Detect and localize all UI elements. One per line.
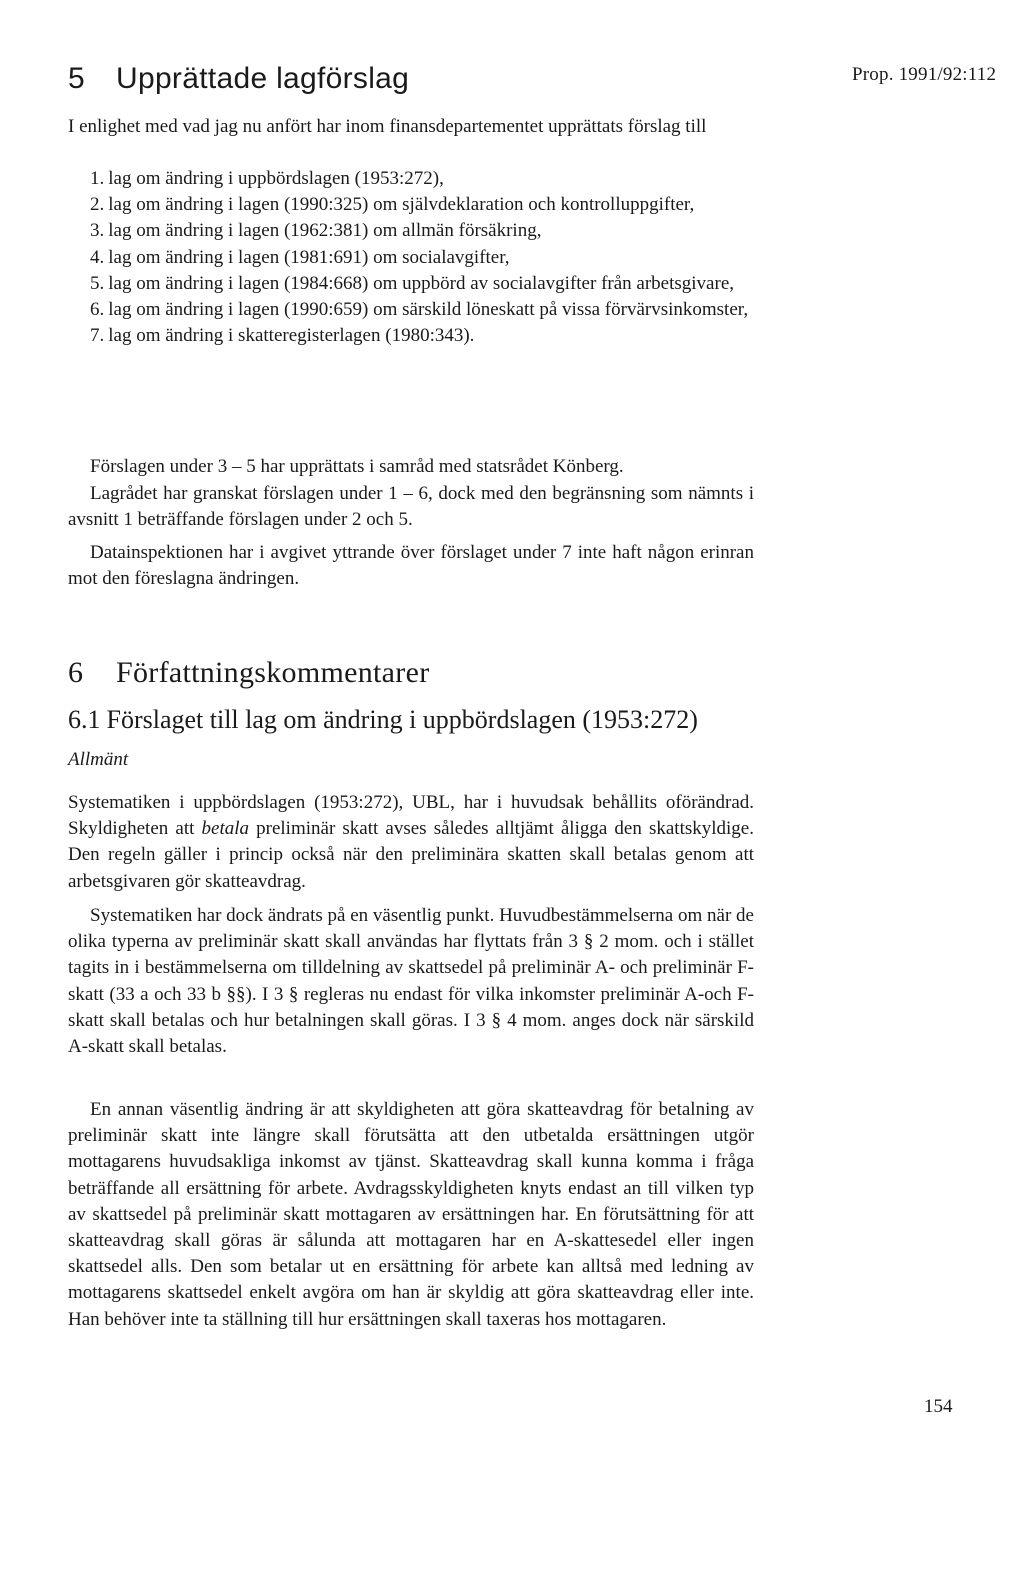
list-item: 3. lag om ändring i lagen (1962:381) om allmän försäkring, — [90, 220, 542, 242]
section-5-heading — [68, 62, 409, 96]
list-item: 5. lag om ändring i lagen (1984:668) om uppbörd av socialavgifter från arbetsgivare, — [90, 272, 734, 294]
list-item: 7. lag om ändring i skatteregisterlagen (1980:343). — [90, 325, 475, 347]
paragraph-skatteavdrag: En annan väsentlig ändring är att skyldigheten att göra skatteavdrag för betalning av preliminär skatt inte längre skall förutsätta att den utbetalda ersättningen utgör mottagarens huvudsakliga inkomst av tjänst. Skatteavdrag skall kunna komma i fråga beträffande all ersättning för arbete. Avdragsskyldigheten knyts endast an till vilken typ av skattsedel på preliminär skatt mottagaren av ersättningen har. En förutsättning för att skatteavdrag skall göras är sålunda att mottagaren har en A-skattesedel eller ingen skattsedel alls. Den som betalar ut en ersättning för arbete kan alltså med ledning av mottagarens skattsedel enkelt avgöra om han är skyldig att göra skatteavdrag eller inte. Han behöver inte ta ställning till hur ersättningen skall taxeras hos mottagaren. — [68, 1099, 754, 1330]
subsection-title: Förslaget till lag om ändring i uppbördslagen (1953:272) — [106, 705, 698, 734]
list-item: 2. lag om ändring i lagen (1990:325) om självdeklaration och kontrolluppgifter, — [90, 194, 695, 216]
section-6-heading — [68, 656, 430, 690]
subsection-6-1-heading — [68, 705, 698, 735]
subsection-number: 6.1 — [68, 705, 101, 734]
paragraph-lagradet: Lagrådet har granskat förslagen under 1 – 6, dock med den begränsning som nämnts i avsnitt 1 beträffande förslagen under 2 och 5. — [68, 483, 754, 531]
paragraph-konberg: Förslagen under 3 – 5 har upprättats i samråd med statsrådet Könberg. — [90, 456, 624, 477]
section-5-number: 5 — [68, 62, 85, 95]
section-6-title: Författningskommentarer — [116, 656, 430, 689]
list-item: 6. lag om ändring i lagen (1990:659) om särskild löneskatt på vissa förvärvsinkomster, — [90, 299, 749, 321]
page-number: 154 — [924, 1396, 953, 1417]
section-5-title: Upprättade lagförslag — [116, 62, 410, 95]
section-6-number: 6 — [68, 656, 84, 689]
list-item: 1. lag om ändring i uppbördslagen (1953:272), — [90, 168, 444, 189]
proposition-reference: Prop. 1991/92:112 — [852, 64, 997, 85]
law-proposal-list — [68, 166, 754, 349]
list-item: 4. lag om ändring i lagen (1981:691) om socialavgifter, — [90, 246, 510, 268]
paragraph-andrats: Systematiken har dock ändrats på en väsentlig punkt. Huvudbestämmelserna om när de olika typerna av preliminär skatt skall användas har flyttats från 3 § 2 mom. och i stället tagits in i bestämmelserna om tilldelning av skattsedel på preliminär A- och preliminär F-skatt (33 a och 33 b §§). I 3 § regleras nu endast för vilka inkomster preliminär A-och F-skatt skall betalas och hur betalningen skall göras. I 3 § 4 mom. anges dock när särskild A-skatt skall betalas. — [68, 905, 754, 1058]
paragraph-systematiken: Systematiken i uppbördslagen (1953:272), UBL, har i huvudsak behållits oförändrad. Skyldigheten att betala preliminär skatt avses således alltjämt åligga den skattskyldige. Den regeln gäller i princip också när den preliminära skatten skall betalas genom att arbetsgivaren gör skatteavdrag. — [68, 792, 754, 892]
subheading-allmant: Allmänt — [68, 749, 129, 770]
section-5-intro: I enlighet med vad jag nu anfört har inom finansdepartementet upprättats förslag till — [68, 116, 707, 137]
emphasis-betala: betala — [201, 818, 250, 840]
paragraph-datainspektionen: Datainspektionen har i avgivet yttrande över förslaget under 7 inte haft någon erinran mot den föreslagna ändringen. — [68, 542, 754, 590]
